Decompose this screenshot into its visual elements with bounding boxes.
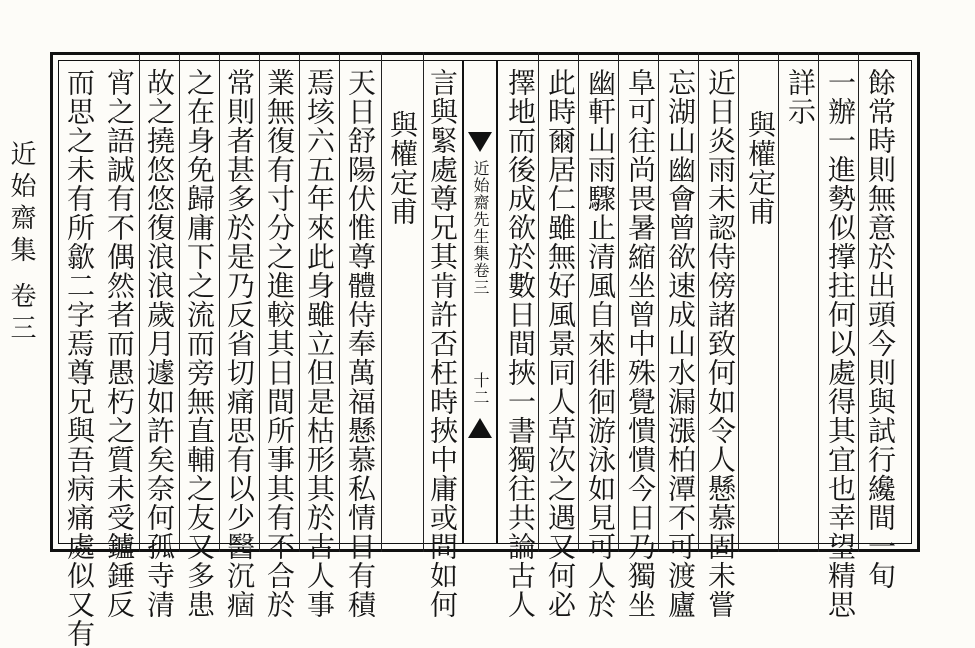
text-column: 餘常時則無意於出頭今則與試行纔間一旬 <box>864 68 897 590</box>
column-rule <box>381 52 382 552</box>
text-column: 而思之未有所歙二字焉尊兄與吾病痛處似又有 <box>63 68 96 648</box>
column-rule <box>698 52 699 552</box>
text-column: 業無復有寸分之進較其日間所事其有不合於 <box>263 68 296 619</box>
text-column: 詳示 <box>784 68 817 126</box>
column-rule <box>578 52 579 552</box>
text-column: 宵之語誠有不偶然者而愚朽之質未受鑪錘反 <box>103 68 136 619</box>
text-column: 常則者甚多於是乃反省切痛思有以少醫沉痼 <box>223 68 256 619</box>
column-rule <box>818 52 819 552</box>
column-rule <box>139 52 140 552</box>
fold-page-number: 十二 <box>471 372 490 406</box>
text-column: 之在身免歸庸下之流而旁無直輔之友又多患 <box>183 68 216 619</box>
text-column: 幽軒山雨驟止清風自來徘徊游泳如見可人於 <box>584 68 617 619</box>
column-rule <box>179 52 180 552</box>
column-rule <box>538 52 539 552</box>
text-column: 阜可往尚畏暑縮坐曾中殊覺憒憒今日乃獨坐 <box>624 68 657 619</box>
column-rule <box>259 52 260 552</box>
text-column: 忘湖山幽會曾欲速成山水漏漲柏潭不可渡廬 <box>664 68 697 619</box>
text-column: 擇地而後成欲於數日間挾一書獨往共論古人 <box>504 68 537 619</box>
text-column: 焉垓六五年來此身雖立但是枯形其於古人事 <box>303 68 336 619</box>
letter-heading: 與權定甫 <box>386 110 419 226</box>
column-rule <box>618 52 619 552</box>
text-column: 天日舒陽伏惟尊體侍奉萬福懸慕私情日有積 <box>344 68 377 619</box>
column-rule <box>219 52 220 552</box>
letter-heading: 與權定甫 <box>744 110 777 226</box>
book-title: 近始齋集 <box>6 140 36 268</box>
column-rule <box>778 52 779 552</box>
fold-header: 近始齋先生集卷三 <box>471 160 490 296</box>
text-column: 近日炎雨未認侍傍諸致何如令人懸慕固未嘗 <box>704 68 737 619</box>
text-column: 此時爾居仁雖無好風景同人草次之遇又何必 <box>544 68 577 619</box>
column-rule <box>299 52 300 552</box>
column-rule <box>658 52 659 552</box>
column-rule <box>738 52 739 552</box>
text-column: 一辦一進勢似撑拄何以處得其宜也幸望精思 <box>824 68 857 619</box>
text-column: 言與緊處尊兄其肯許否枉時挾中庸或問如何 <box>426 68 459 619</box>
column-rule <box>339 52 340 552</box>
column-rule <box>858 52 859 552</box>
volume-label: 卷三 <box>6 282 36 346</box>
column-rule <box>423 52 424 552</box>
text-column: 故之撓悠悠復浪浪歲月遽如許矣奈何孤寺清 <box>143 68 176 619</box>
